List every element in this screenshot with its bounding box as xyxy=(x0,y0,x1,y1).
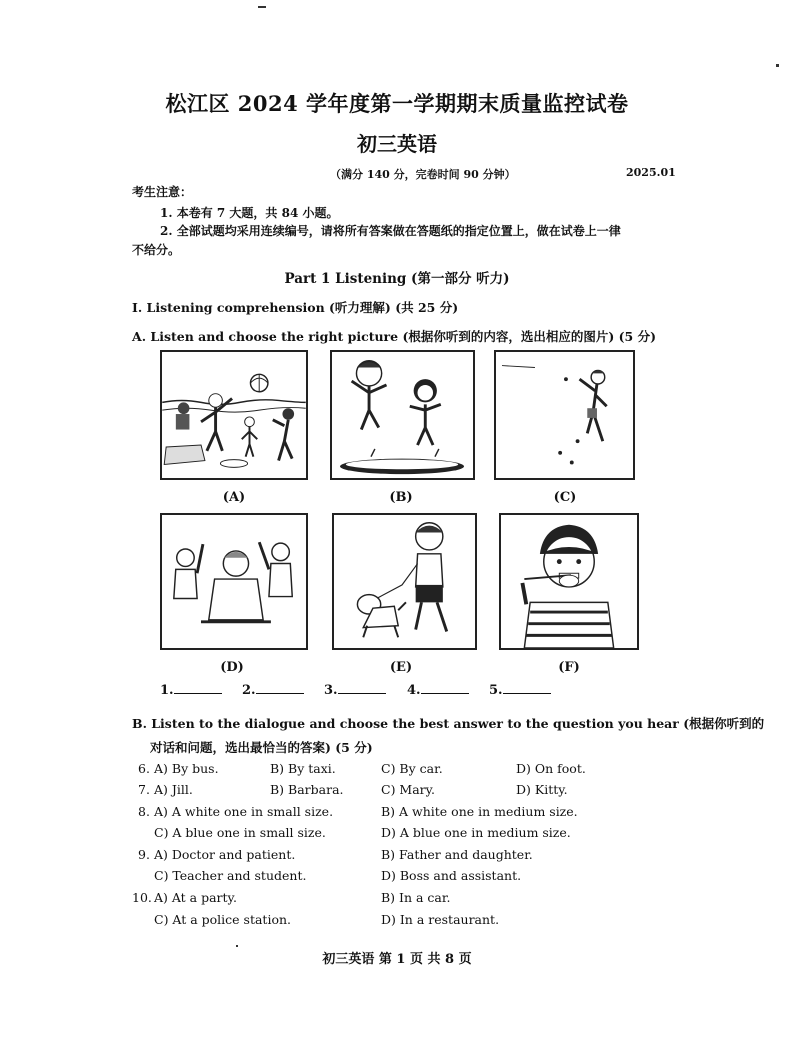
question-10-number: 10. xyxy=(132,890,152,905)
picture-c-label: (C) xyxy=(553,490,577,505)
question-6-option-d: D) On foot. xyxy=(516,761,586,776)
answer-blank-1 xyxy=(160,681,222,698)
answer-blank-4 xyxy=(407,681,469,698)
picture-f-label: (F) xyxy=(558,660,580,675)
question-10-option-c: C) At a police station. xyxy=(154,912,291,927)
question-6-number: 6. xyxy=(138,761,150,776)
blank-number: 2. xyxy=(242,683,256,698)
exam-title: 松江区 2024 学年度第一学期期末质量监控试卷 xyxy=(165,91,629,116)
answer-blank-5 xyxy=(489,681,551,698)
question-10-option-b: B) In a car. xyxy=(381,890,451,905)
section-b-heading-cont: 对话和问题，选出最恰当的答案) (5 分) xyxy=(150,740,373,755)
picture-e xyxy=(332,513,477,650)
blank-line xyxy=(256,681,304,694)
notice-item-1: 1. 本卷有 7 大题，共 84 小题。 xyxy=(160,206,339,220)
question-7-option-c: C) Mary. xyxy=(381,782,436,797)
question-8-number: 8. xyxy=(138,804,150,819)
question-8-option-c: C) A blue one in small size. xyxy=(154,825,326,840)
question-7-option-d: D) Kitty. xyxy=(516,782,568,797)
exam-subtitle: 初三英语 xyxy=(357,132,437,156)
blank-number: 5. xyxy=(489,683,503,698)
exam-meta: （满分 140 分，完卷时间 90 分钟） xyxy=(330,168,516,181)
section-a-heading: A. Listen and choose the right picture (根据你听到的内容，选出相应的图片) (5 分) xyxy=(132,329,657,344)
question-6-option-c: C) By car. xyxy=(381,761,443,776)
picture-b-label: (B) xyxy=(389,490,413,505)
climbing-illustration xyxy=(496,352,633,478)
blank-number: 1. xyxy=(160,683,174,698)
notice-item-2: 2. 全部试题均采用连续编号，请将所有答案做在答题纸的指定位置上，做在试卷上一律 xyxy=(160,224,621,238)
question-9-option-d: D) Boss and assistant. xyxy=(381,868,522,883)
question-9-option-a: A) Doctor and patient. xyxy=(154,847,296,862)
picture-a xyxy=(160,350,308,480)
exam-date: 2025.01 xyxy=(626,166,676,179)
blank-line xyxy=(421,681,469,694)
blank-line xyxy=(174,681,222,694)
brushing-teeth-illustration xyxy=(501,515,637,648)
page-footer: 初三英语 第 1 页 共 8 页 xyxy=(322,952,472,967)
picture-d-label: (D) xyxy=(220,660,244,675)
picture-b xyxy=(330,350,475,480)
question-7-option-b: B) Barbara. xyxy=(270,782,344,797)
scan-speck xyxy=(236,945,238,947)
beach-scene-illustration xyxy=(162,352,306,478)
picture-c xyxy=(494,350,635,480)
scan-speck xyxy=(776,64,779,67)
question-7-number: 7. xyxy=(138,782,150,797)
question-10-option-d: D) In a restaurant. xyxy=(381,912,500,927)
question-7-option-a: A) Jill. xyxy=(154,782,193,797)
picture-f xyxy=(499,513,639,650)
blank-line xyxy=(338,681,386,694)
dog-walking-illustration xyxy=(334,515,475,648)
blank-line xyxy=(503,681,551,694)
question-8-option-b: B) A white one in medium size. xyxy=(381,804,578,819)
section-b-heading: B. Listen to the dialogue and choose the best answer to the question you hear (根据你听到的 xyxy=(132,716,765,731)
blank-number: 4. xyxy=(407,683,421,698)
picture-d xyxy=(160,513,308,650)
question-9-option-b: B) Father and daughter. xyxy=(381,847,533,862)
answer-blank-3 xyxy=(324,681,386,698)
picture-a-label: (A) xyxy=(222,490,246,505)
picture-e-label: (E) xyxy=(389,660,413,675)
raising-hands-illustration xyxy=(162,515,306,648)
notice-item-2-cont: 不给分。 xyxy=(132,243,181,257)
question-6-option-b: B) By taxi. xyxy=(270,761,336,776)
part-heading: Part 1 Listening (第一部分 听力) xyxy=(284,271,510,287)
blank-number: 3. xyxy=(324,683,338,698)
question-9-option-c: C) Teacher and student. xyxy=(154,868,307,883)
question-10-option-a: A) At a party. xyxy=(154,890,237,905)
trampoline-illustration xyxy=(332,352,473,478)
section-heading: I. Listening comprehension (听力理解) (共 25 分) xyxy=(132,300,459,315)
scan-speck xyxy=(258,6,266,8)
notice-heading: 考生注意： xyxy=(132,185,193,199)
question-8-option-d: D) A blue one in medium size. xyxy=(381,825,571,840)
question-9-number: 9. xyxy=(138,847,150,862)
question-6-option-a: A) By bus. xyxy=(154,761,219,776)
question-8-option-a: A) A white one in small size. xyxy=(154,804,334,819)
answer-blank-2 xyxy=(242,681,304,698)
